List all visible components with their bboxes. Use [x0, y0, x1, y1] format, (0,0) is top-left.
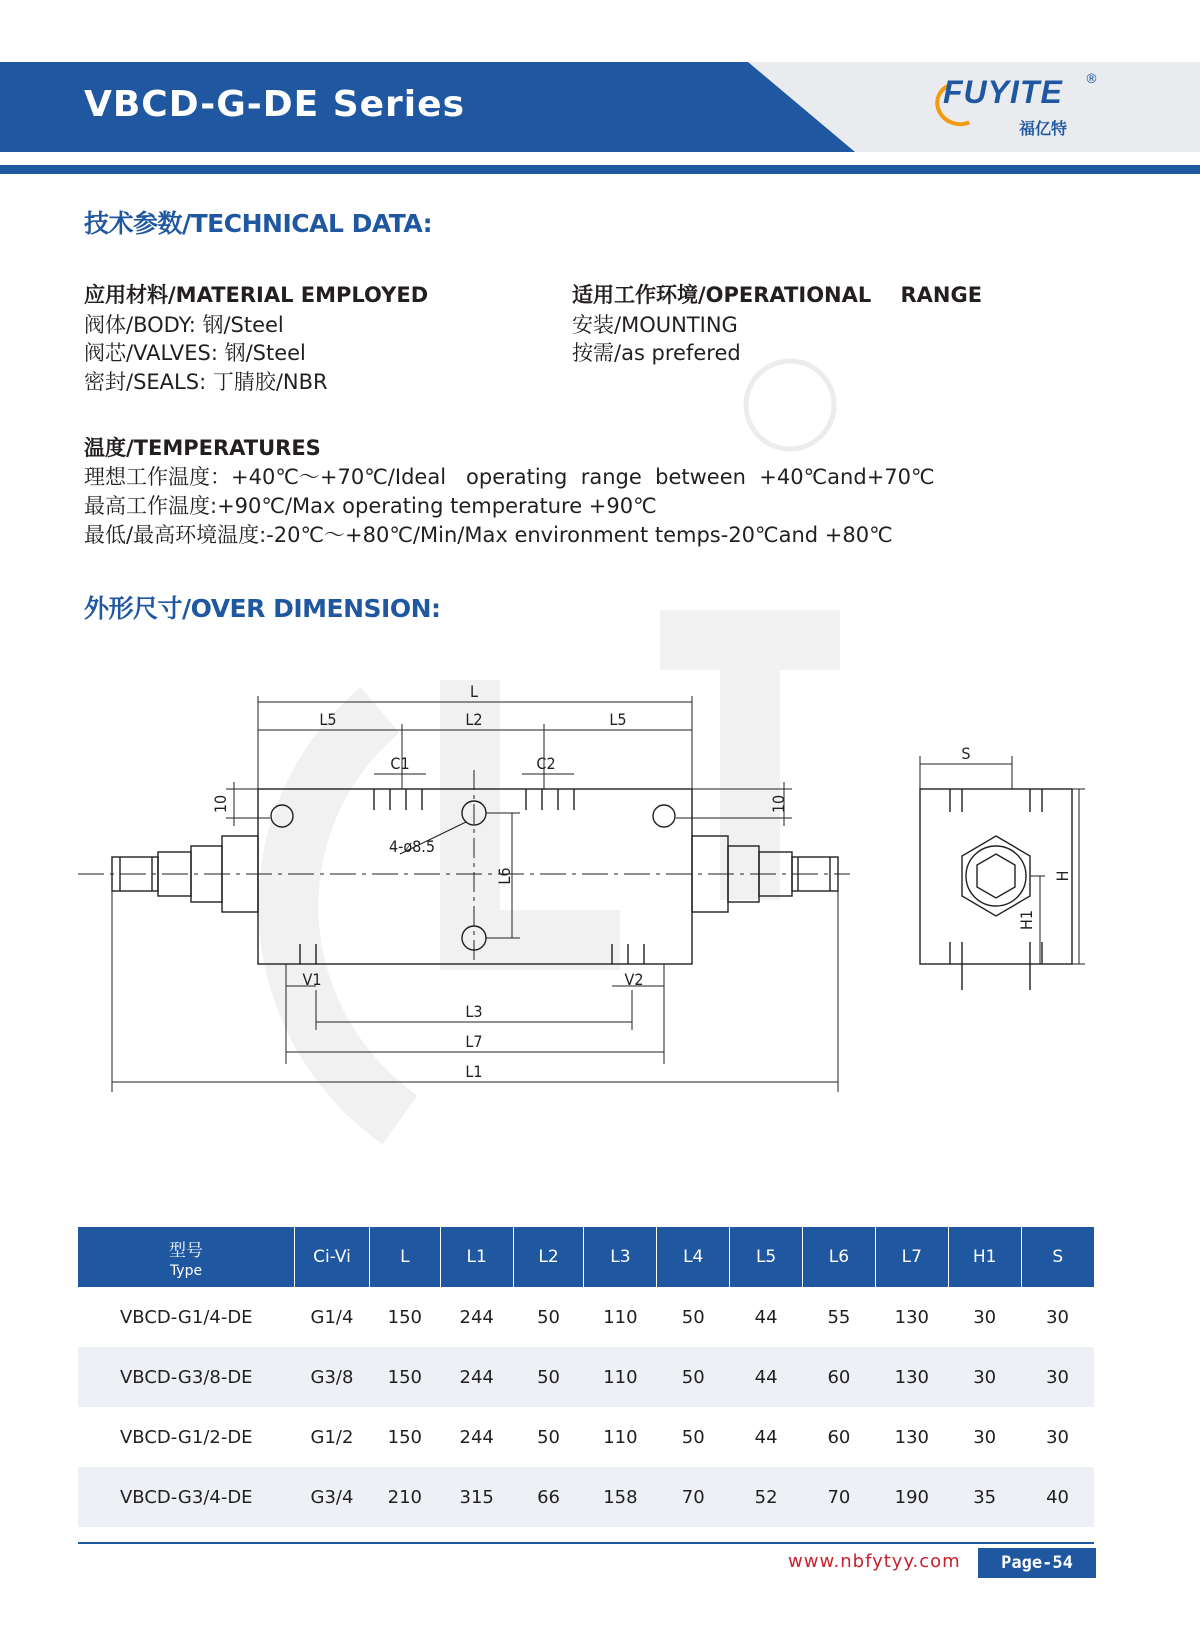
table-cell: G1/4 [295, 1287, 370, 1347]
mounting-hole-icon [271, 805, 293, 827]
dim-label-C1: C1 [390, 754, 410, 773]
dim-label-S: S [961, 744, 971, 763]
side-view-body [920, 789, 1072, 964]
table-cell: 30 [948, 1287, 1021, 1347]
table-cell: VBCD-G1/4-DE [78, 1287, 295, 1347]
header-S: S [1021, 1227, 1094, 1287]
header-H1: H1 [948, 1227, 1021, 1287]
temperature-line: 最高工作温度:+90℃/Max operating temperature +90℃ [84, 494, 657, 518]
hex-port-icon [962, 836, 1030, 916]
table-cell: VBCD-G3/4-DE [78, 1467, 295, 1527]
watermark-registered-icon [740, 355, 840, 455]
material-line: 密封/SEALS: 丁腈胶/NBR [84, 370, 328, 394]
operational-heading: 适用工作环境/OPERATIONAL RANGE [572, 283, 983, 307]
table-cell: G3/8 [295, 1347, 370, 1407]
temperature-line: 最低/最高环境温度:-20℃～+80℃/Min/Max environment temps-20℃and +80℃ [84, 523, 893, 547]
table-row [78, 1467, 1094, 1527]
table-cell: G1/2 [295, 1407, 370, 1467]
header-divider [0, 165, 1200, 174]
table-cell: 55 [803, 1287, 876, 1347]
header-ci-vi: Ci-Vi [295, 1227, 370, 1287]
table-cell: 158 [584, 1467, 657, 1527]
table-cell: 190 [875, 1467, 948, 1527]
table-cell: 110 [584, 1347, 657, 1407]
dim-label-L1: L1 [465, 1062, 483, 1081]
table-cell: 44 [730, 1407, 803, 1467]
dim-label-L7: L7 [465, 1032, 483, 1051]
dim-label-V1: V1 [302, 970, 322, 989]
table-cell: 70 [803, 1467, 876, 1527]
table-cell: 30 [948, 1347, 1021, 1407]
table-row [78, 1407, 1094, 1467]
table-cell: 44 [730, 1347, 803, 1407]
table-cell: 150 [369, 1347, 440, 1407]
temperature-line: 理想工作温度：+40℃～+70℃/Ideal operating range between +40℃and+70℃ [84, 465, 935, 489]
header-L1: L1 [440, 1227, 513, 1287]
page-number: Page-54 [978, 1548, 1096, 1578]
logo-chinese-name: 福亿特 [1019, 119, 1068, 138]
table-header-row [78, 1227, 1094, 1287]
table-cell: 130 [875, 1407, 948, 1467]
table-cell: 40 [1021, 1467, 1094, 1527]
dim-label-H1: H1 [1017, 910, 1036, 930]
header-type: 型号 Type [78, 1227, 295, 1287]
table-cell: 52 [730, 1467, 803, 1527]
table-cell: 150 [369, 1407, 440, 1467]
table-cell: 244 [440, 1347, 513, 1407]
table-cell: 30 [1021, 1407, 1094, 1467]
dim-label-L2: L2 [465, 710, 483, 729]
header-L4: L4 [657, 1227, 730, 1287]
dim-label-L3: L3 [465, 1002, 483, 1021]
table-cell: 244 [440, 1287, 513, 1347]
header-L6: L6 [803, 1227, 876, 1287]
material-line: 阀体/BODY: 钢/Steel [84, 313, 284, 337]
mounting-hole-icon [653, 805, 675, 827]
table-cell: 50 [513, 1347, 584, 1407]
table-cell: 30 [1021, 1347, 1094, 1407]
logo-text: FUYITE [943, 74, 1063, 110]
table-row [78, 1287, 1094, 1347]
table-cell: 66 [513, 1467, 584, 1527]
dim-label-C2: C2 [536, 754, 556, 773]
dim-label-10: 10 [211, 794, 230, 814]
header-L5: L5 [730, 1227, 803, 1287]
table-cell: 110 [584, 1287, 657, 1347]
table-cell: 30 [1021, 1287, 1094, 1347]
dim-label-H: H [1053, 870, 1072, 882]
table-cell: 50 [657, 1287, 730, 1347]
header-L7: L7 [875, 1227, 948, 1287]
table-cell: 50 [513, 1407, 584, 1467]
table-cell: 30 [948, 1407, 1021, 1467]
company-logo [935, 74, 1105, 144]
table-cell: 244 [440, 1407, 513, 1467]
dimension-drawing [0, 640, 1200, 1110]
temperatures-heading: 温度/TEMPERATURES [84, 436, 321, 460]
dim-label-L6: L6 [495, 867, 514, 885]
table-cell: 60 [803, 1347, 876, 1407]
table-cell: 70 [657, 1467, 730, 1527]
table-cell: 50 [657, 1407, 730, 1467]
page-title: VBCD-G-DE Series [84, 84, 465, 125]
table-cell: 60 [803, 1407, 876, 1467]
table-cell: G3/4 [295, 1467, 370, 1527]
table-cell: VBCD-G1/2-DE [78, 1407, 295, 1467]
material-line: 阀芯/VALVES: 钢/Steel [84, 341, 306, 365]
header-L3: L3 [584, 1227, 657, 1287]
over-dimension-title: 外形尺寸/OVER DIMENSION: [84, 594, 441, 623]
table-bottom-rule [78, 1542, 1094, 1544]
registered-mark: ® [1085, 72, 1098, 87]
table-cell: 50 [513, 1287, 584, 1347]
dim-label-L: L [469, 682, 479, 701]
dim-label-holes: 4-ø8.5 [388, 837, 436, 856]
dim-label-V2: V2 [624, 970, 644, 989]
material-heading: 应用材料/MATERIAL EMPLOYED [84, 283, 429, 307]
website-link[interactable]: www.nbfytyy.com [788, 1551, 961, 1572]
valve-body [258, 789, 692, 964]
technical-data-title: 技术参数/TECHNICAL DATA: [84, 209, 433, 238]
table-row [78, 1347, 1094, 1407]
dim-label-L5: L5 [609, 710, 627, 729]
table-cell: 110 [584, 1407, 657, 1467]
table-cell: 315 [440, 1467, 513, 1527]
operational-line: 按需/as prefered [572, 341, 741, 365]
table-cell: 35 [948, 1467, 1021, 1527]
table-cell: 130 [875, 1347, 948, 1407]
header-L2: L2 [513, 1227, 584, 1287]
table-cell: 44 [730, 1287, 803, 1347]
table-cell: 50 [657, 1347, 730, 1407]
header-L: L [369, 1227, 440, 1287]
table-cell: 150 [369, 1287, 440, 1347]
table-cell: 130 [875, 1287, 948, 1347]
operational-line: 安装/MOUNTING [572, 313, 738, 337]
spec-table [78, 1227, 1094, 1527]
table-cell: VBCD-G3/8-DE [78, 1347, 295, 1407]
table-cell: 210 [369, 1467, 440, 1527]
dim-label-L5: L5 [319, 710, 337, 729]
dim-label-10: 10 [769, 794, 788, 814]
